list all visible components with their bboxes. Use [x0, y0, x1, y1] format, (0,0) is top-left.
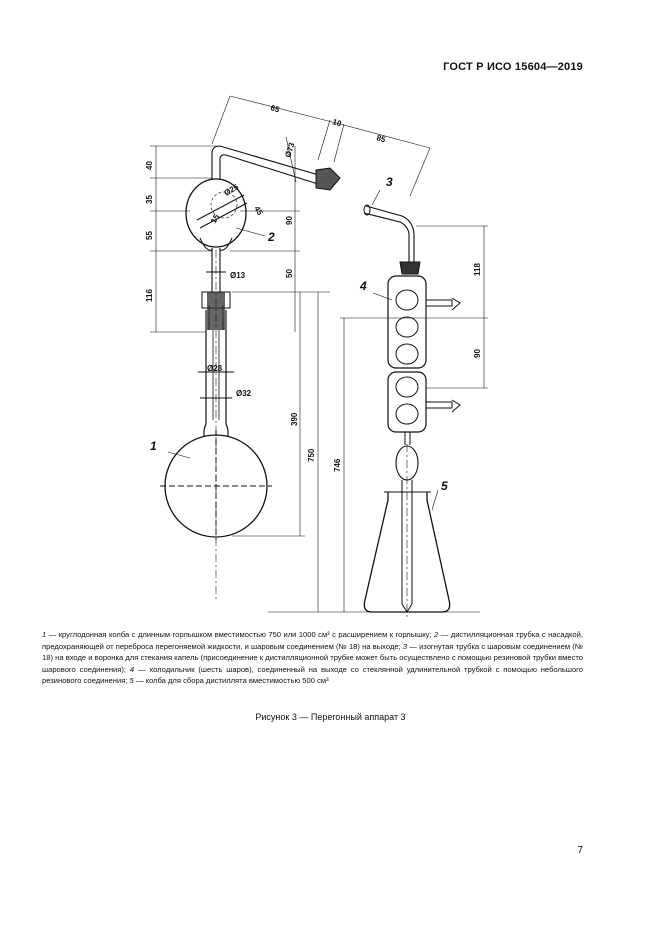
dim-118: 118 [473, 263, 482, 276]
condenser-lower [388, 372, 426, 432]
legend-item-5: — колба для сбора дистиллята вместимостью 500 см³ [133, 676, 329, 686]
dim-d73: Ø73 [283, 141, 297, 159]
label-2: 2 [268, 230, 275, 244]
dim-746: 746 [333, 458, 342, 472]
dim-90-right: 90 [473, 349, 482, 358]
legend-num-4: 4 [129, 664, 135, 674]
dim-50: 50 [285, 269, 294, 278]
legend-item-4: — холодильник (шесть шаров), соединенный на выходе со стеклянной удлинительной трубкой с помощью небольшого резинового соединения; [42, 664, 583, 686]
dim-116-left: 116 [145, 289, 154, 302]
dim-d28: Ø28 [207, 364, 223, 373]
dim-d13: Ø13 [230, 271, 246, 280]
dim-d32: Ø32 [236, 389, 252, 398]
label-3: 3 [386, 175, 393, 189]
dim-40: 40 [145, 161, 154, 170]
dim-15: 15 [208, 212, 222, 225]
legend-item-1: — круглодонная колба с длинным горлышком вместимостью 750 или 1000 см³ с расширением к горлышку; [46, 630, 435, 639]
document-header: ГОСТ Р ИСО 15604—2019 [443, 61, 583, 73]
dim-390: 390 [290, 412, 299, 426]
dim-10: 10 [331, 117, 343, 129]
legend-num-3: 3 [402, 641, 408, 651]
dim-45: 45 [252, 204, 265, 217]
dim-55: 55 [145, 231, 154, 240]
figure-legend [42, 629, 583, 687]
legend-item-2: — дистилляционная трубка с насадкой, предохраняющей от переброса перегоняемой жидкости, и шаровым соединением (№ 18) на выходе; [42, 630, 584, 651]
figure-caption: Рисунок 3 — Перегонный аппарат 3 [255, 712, 406, 722]
legend-num-2: 2 [434, 630, 439, 639]
page-number: 7 [577, 845, 583, 856]
legend-num-5: 5 [129, 676, 134, 686]
dim-d25: Ø25 [222, 182, 241, 198]
legend-num-1: 1 [42, 630, 47, 639]
dim-750: 750 [307, 448, 316, 462]
dim-85: 85 [375, 133, 387, 145]
dim-35: 35 [145, 195, 154, 204]
label-4: 4 [360, 279, 367, 293]
label-1: 1 [150, 439, 157, 453]
label-5: 5 [441, 479, 448, 493]
dim-90-left: 90 [285, 216, 294, 225]
legend-item-3: — изогнутая трубка с шаровым соединением (№ 18) на входе и воронка для стекания капель (присоединение к дистилляционной трубке может быть осуществлено с помощью резиновой трубки вместо шарового соединения); [42, 641, 583, 674]
dim-65: 65 [269, 103, 281, 115]
